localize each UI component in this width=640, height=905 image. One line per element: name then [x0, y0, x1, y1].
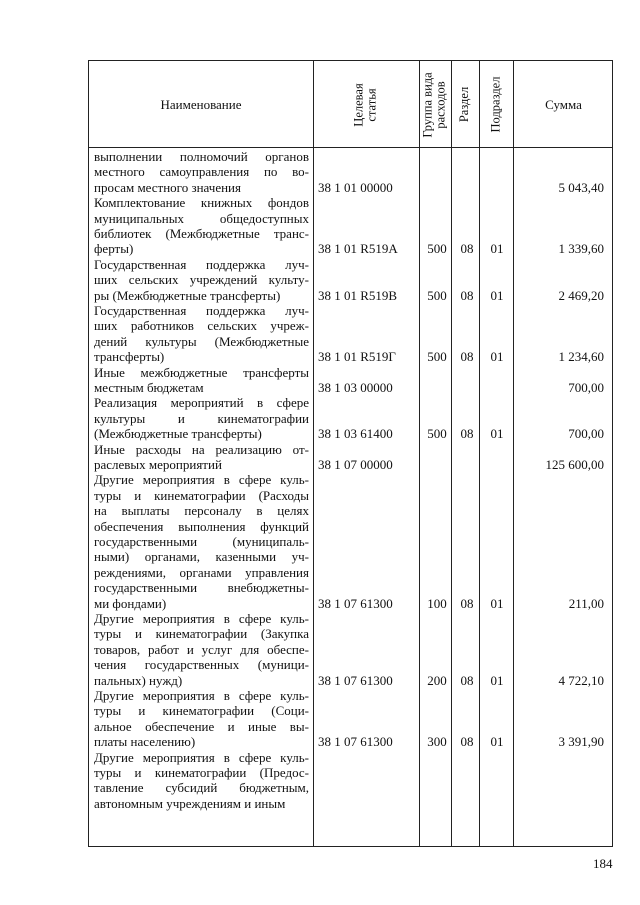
row-name-line: Комплектование книжных фондов: [94, 195, 309, 211]
row-name-line: Другие мероприятия в сфере куль-: [94, 472, 309, 488]
row-name-line: туры и кинематографии (Предос-: [94, 765, 309, 780]
row-name-line: туры и кинематографии (Расходы: [94, 487, 309, 503]
row-subsection: 01: [490, 349, 504, 365]
row-name-line: Другие мероприятия в сфере куль-: [94, 688, 309, 703]
row-name-line: пальных) нужд): [94, 672, 183, 688]
row-target-article: 38 1 07 61300: [318, 672, 393, 688]
row-name-line: Другие мероприятия в сфере куль-: [94, 611, 309, 626]
row-name-line: ших сельских учреждений культу-: [94, 272, 309, 288]
row-sum: 5 043,40: [558, 179, 604, 195]
row-name-line: ферты): [94, 241, 134, 257]
row-name-line: ших работников сельских учреж-: [94, 318, 309, 334]
row-name-line: раслевых мероприятий: [94, 457, 222, 472]
header-target-article: [313, 61, 419, 148]
header-subsection: [479, 61, 513, 148]
row-name-line: ми фондами): [94, 595, 167, 611]
header-expense-group-line: расходов: [434, 80, 449, 129]
row-target-article: 38 1 01 R519А: [318, 241, 398, 257]
row-subsection: 01: [490, 287, 504, 303]
header-section-label: Раздел: [457, 86, 472, 123]
row-name-line: государственными (муниципаль-: [94, 534, 309, 550]
row-target-article: 38 1 07 61300: [318, 734, 393, 750]
table-row: [89, 442, 612, 473]
page-number: 184: [593, 856, 613, 871]
row-name-line: местного самоуправления по во-: [94, 164, 309, 180]
table-row: [89, 303, 612, 365]
header-expense-group: [419, 61, 451, 148]
header-target-article-line: статья: [365, 87, 379, 122]
header-sum: [513, 61, 614, 148]
header-name: [89, 61, 313, 148]
row-name-line: на выплаты персоналу в целях: [94, 503, 309, 519]
row-expense-group: 500: [427, 426, 447, 442]
row-sum: 2 469,20: [558, 287, 604, 303]
row-name-line: Другие мероприятия в сфере куль-: [94, 749, 309, 765]
row-subsection: 01: [490, 241, 504, 257]
row-name-line: дений культуры (Межбюджетные: [94, 333, 309, 349]
row-name-line: Иные расходы на реализацию от-: [94, 441, 309, 457]
row-section: 08: [460, 672, 474, 688]
row-name: [94, 442, 309, 473]
header-expense-group-label: [422, 72, 448, 137]
row-name-line: платы населению): [94, 734, 196, 750]
table-row: [89, 395, 612, 441]
row-name: [94, 365, 309, 396]
row-sum: 1 339,60: [558, 241, 604, 257]
header-section: [451, 61, 479, 148]
row-name-line: обеспечения выполнения функций: [94, 518, 309, 534]
row-target-article: 38 1 03 61400: [318, 426, 393, 442]
table-row: [89, 365, 612, 396]
row-section: 08: [460, 595, 474, 611]
table-row: [89, 688, 612, 750]
row-name-line: туры и кинематографии (Соци-: [94, 703, 309, 719]
row-target-article: 38 1 01 00000: [318, 179, 393, 195]
row-sum: 3 391,90: [558, 734, 604, 750]
header-target-article-line: Целевая: [352, 82, 366, 127]
row-sum: 700,00: [568, 379, 604, 395]
row-subsection: 01: [490, 734, 504, 750]
row-target-article: 38 1 03 00000: [318, 379, 393, 395]
row-section: 08: [460, 426, 474, 442]
row-name-line: ры (Межбюджетные трансферты): [94, 287, 281, 303]
row-name-line: Реализация мероприятий в сфере: [94, 395, 309, 411]
row-name-line: культуры и кинематографии: [94, 410, 309, 426]
row-name: [94, 395, 309, 441]
row-name-line: тавление субсидий бюджетным,: [94, 780, 309, 796]
row-sum: 211,00: [568, 595, 604, 611]
row-name-line: государственными внебюджетны-: [94, 580, 309, 596]
row-sum: 700,00: [568, 426, 604, 442]
row-subsection: 01: [490, 672, 504, 688]
row-name: [94, 257, 309, 303]
row-name: [94, 750, 309, 812]
row-sum: 4 722,10: [558, 672, 604, 688]
row-name-line: чения государственных (муници-: [94, 657, 309, 673]
row-name-line: реждениями, органами управления: [94, 564, 309, 580]
row-name: [94, 472, 309, 611]
row-expense-group: 500: [427, 287, 447, 303]
row-name-line: ными) органами, казенными уч-: [94, 549, 309, 565]
row-subsection: 01: [490, 426, 504, 442]
header-expense-group-line: Группа вида: [421, 71, 436, 138]
row-target-article: 38 1 01 R519В: [318, 287, 398, 303]
row-target-article: 38 1 07 61300: [318, 595, 393, 611]
row-name-line: автономным учреждениям и иным: [94, 795, 286, 811]
row-section: 08: [460, 287, 474, 303]
row-subsection: 01: [490, 595, 504, 611]
row-target-article: 38 1 01 R519Г: [318, 349, 396, 365]
header-sum-label: Сумма: [545, 96, 582, 112]
row-target-article: 38 1 07 00000: [318, 456, 393, 472]
row-name: [94, 303, 309, 365]
table-row: [89, 195, 612, 257]
row-expense-group: 100: [427, 595, 447, 611]
row-name: [94, 688, 309, 750]
table-row: [89, 149, 612, 195]
header-target-article-label: [353, 83, 379, 126]
budget-table: [88, 60, 613, 847]
table-header: [89, 61, 612, 148]
row-section: 08: [460, 241, 474, 257]
row-name-line: просам местного значения: [94, 179, 241, 195]
row-name: [94, 149, 309, 195]
header-name-label: Наименование: [160, 96, 242, 112]
row-name: [94, 195, 309, 257]
row-name-line: альное обеспечение и иные вы-: [94, 718, 309, 734]
row-name-line: местным бюджетам: [94, 380, 204, 395]
table-row: [89, 257, 612, 303]
row-expense-group: 200: [427, 672, 447, 688]
table-row: [89, 611, 612, 688]
row-expense-group: 500: [427, 241, 447, 257]
row-sum: 1 234,60: [558, 349, 604, 365]
row-name-line: Государственная поддержка луч-: [94, 256, 309, 272]
row-sum: 125 600,00: [545, 456, 604, 472]
row-name: [94, 611, 309, 688]
row-name-line: выполнении полномочий органов: [94, 149, 309, 164]
row-name-line: Иные межбюджетные трансферты: [94, 364, 309, 380]
header-subsection-label: Подраздел: [488, 76, 503, 133]
row-name-line: туры и кинематографии (Закупка: [94, 626, 309, 642]
table-row: [89, 750, 612, 812]
table-row: [89, 472, 612, 611]
row-section: 08: [460, 349, 474, 365]
row-name-line: муниципальных общедоступных: [94, 210, 309, 226]
row-name-line: библиотек (Межбюджетные транс-: [94, 226, 309, 241]
row-name-line: товаров, работ и услуг для обеспе-: [94, 641, 309, 657]
row-expense-group: 500: [427, 349, 447, 365]
row-expense-group: 300: [427, 734, 447, 750]
row-section: 08: [460, 734, 474, 750]
row-name-line: (Межбюджетные трансферты): [94, 426, 262, 442]
row-name-line: трансферты): [94, 349, 165, 365]
row-name-line: Государственная поддержка луч-: [94, 303, 309, 318]
